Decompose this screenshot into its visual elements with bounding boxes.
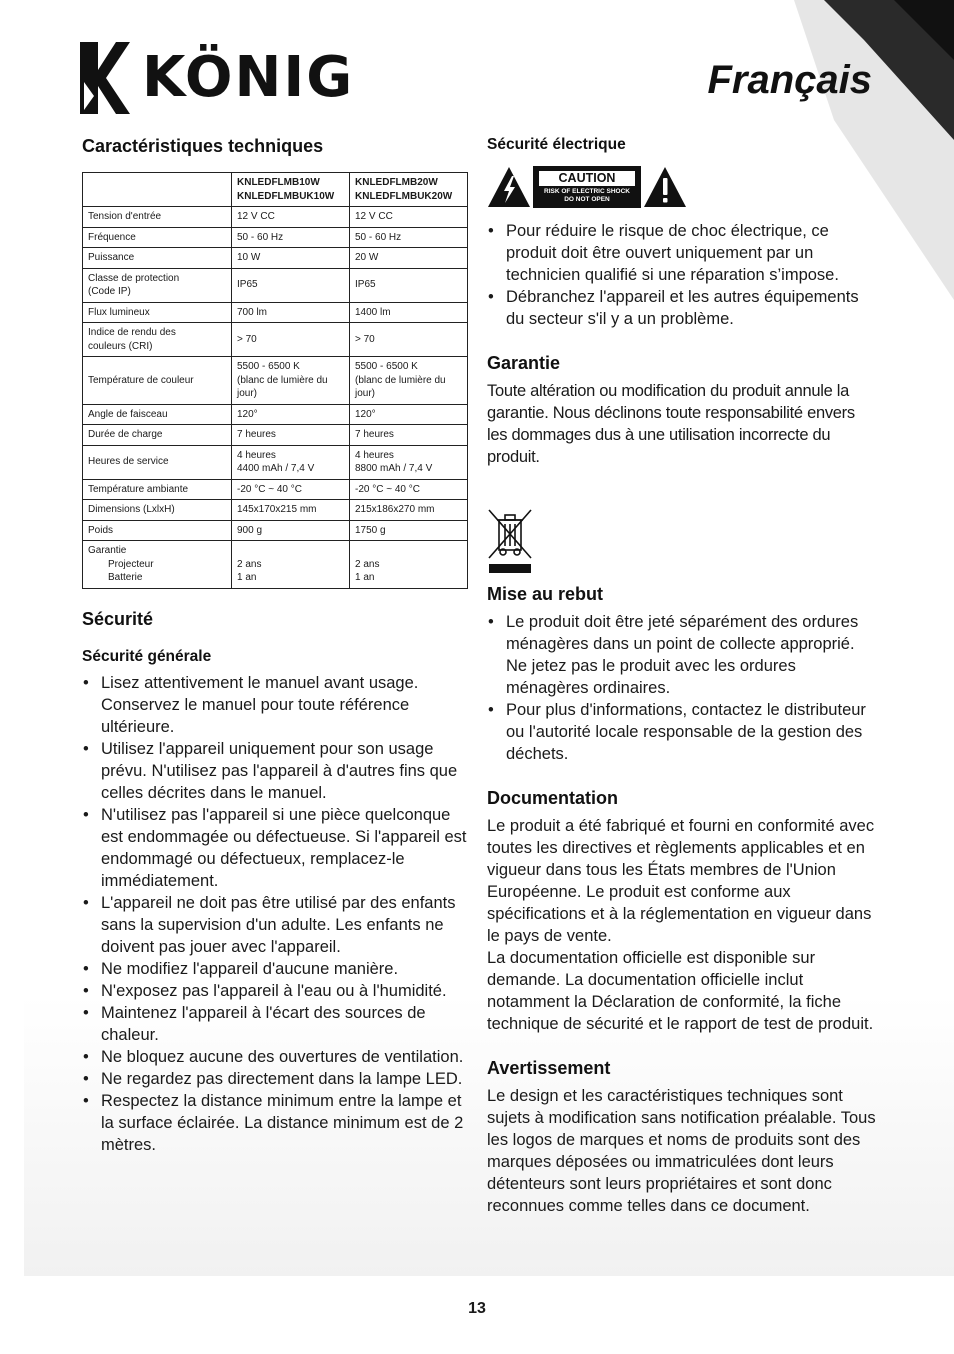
- model-2-name-a: KNLEDFLMB20W: [355, 177, 438, 188]
- warranty-value-2: [350, 541, 468, 589]
- spec-value-2: 5500 - 6500 K (blanc de lumière du jour): [350, 357, 468, 405]
- warranty-v2a: 2 ans: [355, 558, 380, 570]
- list-item: • Maintenez l'appareil à l'écart des sources de chaleur.: [82, 1002, 468, 1046]
- documentation-para-2: La documentation officielle est disponible sur demande. La documentation officielle inclut notamment la Déclaration de conformité, la fiche technique de sécurité et le rapport de test de produit.: [487, 949, 874, 1033]
- rebut-title: Mise au rebut: [487, 584, 604, 604]
- warranty-sub-projector: Projecteur: [108, 558, 154, 570]
- warranty-v2b: 1 an: [355, 572, 375, 583]
- list-item: • Ne regardez pas directement dans la lampe LED.: [82, 1068, 468, 1090]
- list-item: • Le produit doit être jeté séparément des ordures ménagères dans un point de collecte approprié. Ne jetez pas le produit avec les ordures ménagères ordinaires.: [487, 611, 877, 699]
- list-item: • N'exposez pas l'appareil à l'eau ou à l'humidité.: [82, 980, 468, 1002]
- model-1-name-b: KNLEDFLMBUK10W: [237, 190, 335, 202]
- spec-label: Indice de rendu des couleurs (CRI): [83, 323, 232, 357]
- caution-line-1: RISK OF ELECTRIC SHOCK: [544, 187, 630, 195]
- spec-value-2: 1400 lm: [350, 302, 468, 323]
- spec-label: Tension d'entrée: [83, 207, 232, 228]
- spec-value-2: 1750 g: [350, 520, 468, 541]
- spec-value-2: 215x186x270 mm: [350, 500, 468, 521]
- spec-value-1: 4 heures 4400 mAh / 7,4 V: [232, 445, 350, 479]
- list-item: • Lisez attentivement le manuel avant usage. Conservez le manuel pour toute référence ultérieure.: [82, 672, 468, 738]
- spec-label: Poids: [83, 520, 232, 541]
- spec-value-1: 145x170x215 mm: [232, 500, 350, 521]
- spec-value-2: 20 W: [350, 248, 468, 269]
- list-item: • Ne modifiez l'appareil d'aucune manière.: [82, 958, 468, 980]
- table-row: [83, 404, 468, 425]
- avertissement-title: Avertissement: [487, 1058, 611, 1078]
- spec-label: Température de couleur: [83, 357, 232, 405]
- spec-value-1: 7 heures: [232, 425, 350, 446]
- spec-label: Heures de service: [83, 445, 232, 479]
- spec-label: Flux lumineux: [83, 302, 232, 323]
- table-header-row: [83, 173, 468, 207]
- spec-label: Durée de charge: [83, 425, 232, 446]
- general-safety-list: [82, 672, 468, 1156]
- avertissement-text: Le design et les caractéristiques techniques sont sujets à modification sans notification préalable. Tous les logos de marques et noms de produits sont des marques déposées ou immatriculées dont leurs détenteurs sont leurs propriétaires et sont donc reconnues comme telles dans ce document.: [487, 1087, 876, 1215]
- table-row: [83, 268, 468, 302]
- spec-value-1: > 70: [232, 323, 350, 357]
- list-item: • L'appareil ne doit pas être utilisé par des enfants sans la supervision d'un adulte. Les enfants ne doivent pas jouer avec l'appareil.: [82, 892, 468, 958]
- table-row: [83, 500, 468, 521]
- konig-logo-icon: [80, 42, 130, 114]
- spec-value-2: 120°: [350, 404, 468, 425]
- caution-label: CAUTION: [539, 171, 635, 186]
- spec-label: Température ambiante: [83, 479, 232, 500]
- weee-bin-icon: [487, 508, 533, 576]
- warranty-sub-battery: Batterie: [108, 572, 143, 583]
- documentation-title: Documentation: [487, 788, 619, 808]
- spec-value-2: 12 V CC: [350, 207, 468, 228]
- right-column: [487, 136, 877, 1217]
- spec-value-1: IP65: [232, 268, 350, 302]
- table-row: [83, 323, 468, 357]
- list-item: • Respectez la distance minimum entre la lampe et la surface éclairée. La distance minimum est de 2 mètres.: [82, 1090, 468, 1156]
- warranty-v1b: 1 an: [237, 572, 257, 583]
- spec-label: Fréquence: [83, 227, 232, 248]
- electric-safety-title: Sécurité électrique: [487, 136, 626, 153]
- table-row: [83, 227, 468, 248]
- konig-logo: [80, 42, 354, 114]
- specs-table: [82, 172, 468, 589]
- spec-value-1: -20 °C ~ 40 °C: [232, 479, 350, 500]
- spec-label: Puissance: [83, 248, 232, 269]
- table-row: [83, 425, 468, 446]
- specs-title: Caractéristiques techniques: [82, 136, 324, 156]
- logo-text: KÖNIG: [142, 45, 355, 110]
- page-number: 13: [468, 1300, 486, 1317]
- spec-value-2: 50 - 60 Hz: [350, 227, 468, 248]
- electric-safety-list: [487, 220, 877, 330]
- caution-label-box: [533, 166, 641, 208]
- spec-value-1: 50 - 60 Hz: [232, 227, 350, 248]
- list-item: • Ne bloquez aucune des ouvertures de ventilation.: [82, 1046, 468, 1068]
- caution-line-2: DO NOT OPEN: [564, 195, 610, 203]
- table-row: [83, 248, 468, 269]
- spec-value-2: 7 heures: [350, 425, 468, 446]
- table-row: [83, 357, 468, 405]
- spec-label: Angle de faisceau: [83, 404, 232, 425]
- spec-value-2: > 70: [350, 323, 468, 357]
- warranty-label: Garantie: [88, 545, 127, 556]
- model-1-name-a: KNLEDFLMB10W: [237, 177, 320, 188]
- table-header-model-1: [232, 173, 350, 207]
- spec-value-2: 4 heures 8800 mAh / 7,4 V: [350, 445, 468, 479]
- table-header-model-2: [350, 173, 468, 207]
- table-row: [83, 479, 468, 500]
- spec-value-1: 5500 - 6500 K (blanc de lumière du jour): [232, 357, 350, 405]
- left-column: [82, 136, 468, 1156]
- table-row-warranty: [83, 541, 468, 589]
- spec-value-1: 10 W: [232, 248, 350, 269]
- language-title: Français: [707, 58, 872, 102]
- list-item: • Débranchez l'appareil et les autres équipements du secteur s'il y a un problème.: [487, 286, 877, 330]
- securite-general-title: Sécurité générale: [82, 647, 212, 665]
- spec-label: Classe de protection (Code IP): [83, 268, 232, 302]
- table-row: [83, 520, 468, 541]
- list-item: • Pour réduire le risque de choc électrique, ce produit doit être ouvert uniquement par un technicien qualifié si une réparation s’impose.: [487, 220, 877, 286]
- spec-value-1: 700 lm: [232, 302, 350, 323]
- warranty-v1a: 2 ans: [237, 558, 262, 570]
- spec-value-2: IP65: [350, 268, 468, 302]
- warranty-label-cell: [83, 541, 232, 589]
- spec-value-1: 900 g: [232, 520, 350, 541]
- table-row: [83, 445, 468, 479]
- garantie-title: Garantie: [487, 353, 561, 373]
- table-header-empty: [83, 173, 232, 207]
- list-item: • N'utilisez pas l'appareil si une pièce quelconque est endommagée ou défectueuse. Si l'appareil est endommagé ou défectueux, remplacez-le immédiatement.: [82, 804, 468, 892]
- securite-title: Sécurité: [82, 608, 154, 629]
- garantie-text: Toute altération ou modification du produit annule la garantie. Nous déclinons toute responsabilité envers les dommages dus à une utilisation incorrecte du produit.: [487, 382, 855, 466]
- table-row: [83, 207, 468, 228]
- list-item: • Utilisez l'appareil uniquement pour son usage prévu. N'utilisez pas l'appareil à d'autres fins que celles décrites dans le manuel.: [82, 738, 468, 804]
- spec-value-1: 12 V CC: [232, 207, 350, 228]
- warranty-value-1: [232, 541, 350, 589]
- caution-symbols: [487, 166, 877, 208]
- list-item: • Pour plus d'informations, contactez le distributeur ou l'autorité locale responsable de la gestion des déchets.: [487, 699, 877, 765]
- disposal-list: [487, 611, 877, 765]
- spec-value-2: -20 °C ~ 40 °C: [350, 479, 468, 500]
- documentation-para-1: Le produit a été fabriqué et fourni en conformité avec toutes les directives et règlements applicables et en vigueur dans tous les États membres de l'Union Européenne. Le produit est conforme aux spécifications et à la réglementation en vigueur dans le pays de vente.: [487, 817, 875, 945]
- spec-label: Dimensions (LxlxH): [83, 500, 232, 521]
- electric-shock-icon: [487, 166, 531, 208]
- spec-value-1: 120°: [232, 404, 350, 425]
- model-2-name-b: KNLEDFLMBUK20W: [355, 190, 453, 202]
- warning-icon: [643, 166, 687, 208]
- table-row: [83, 302, 468, 323]
